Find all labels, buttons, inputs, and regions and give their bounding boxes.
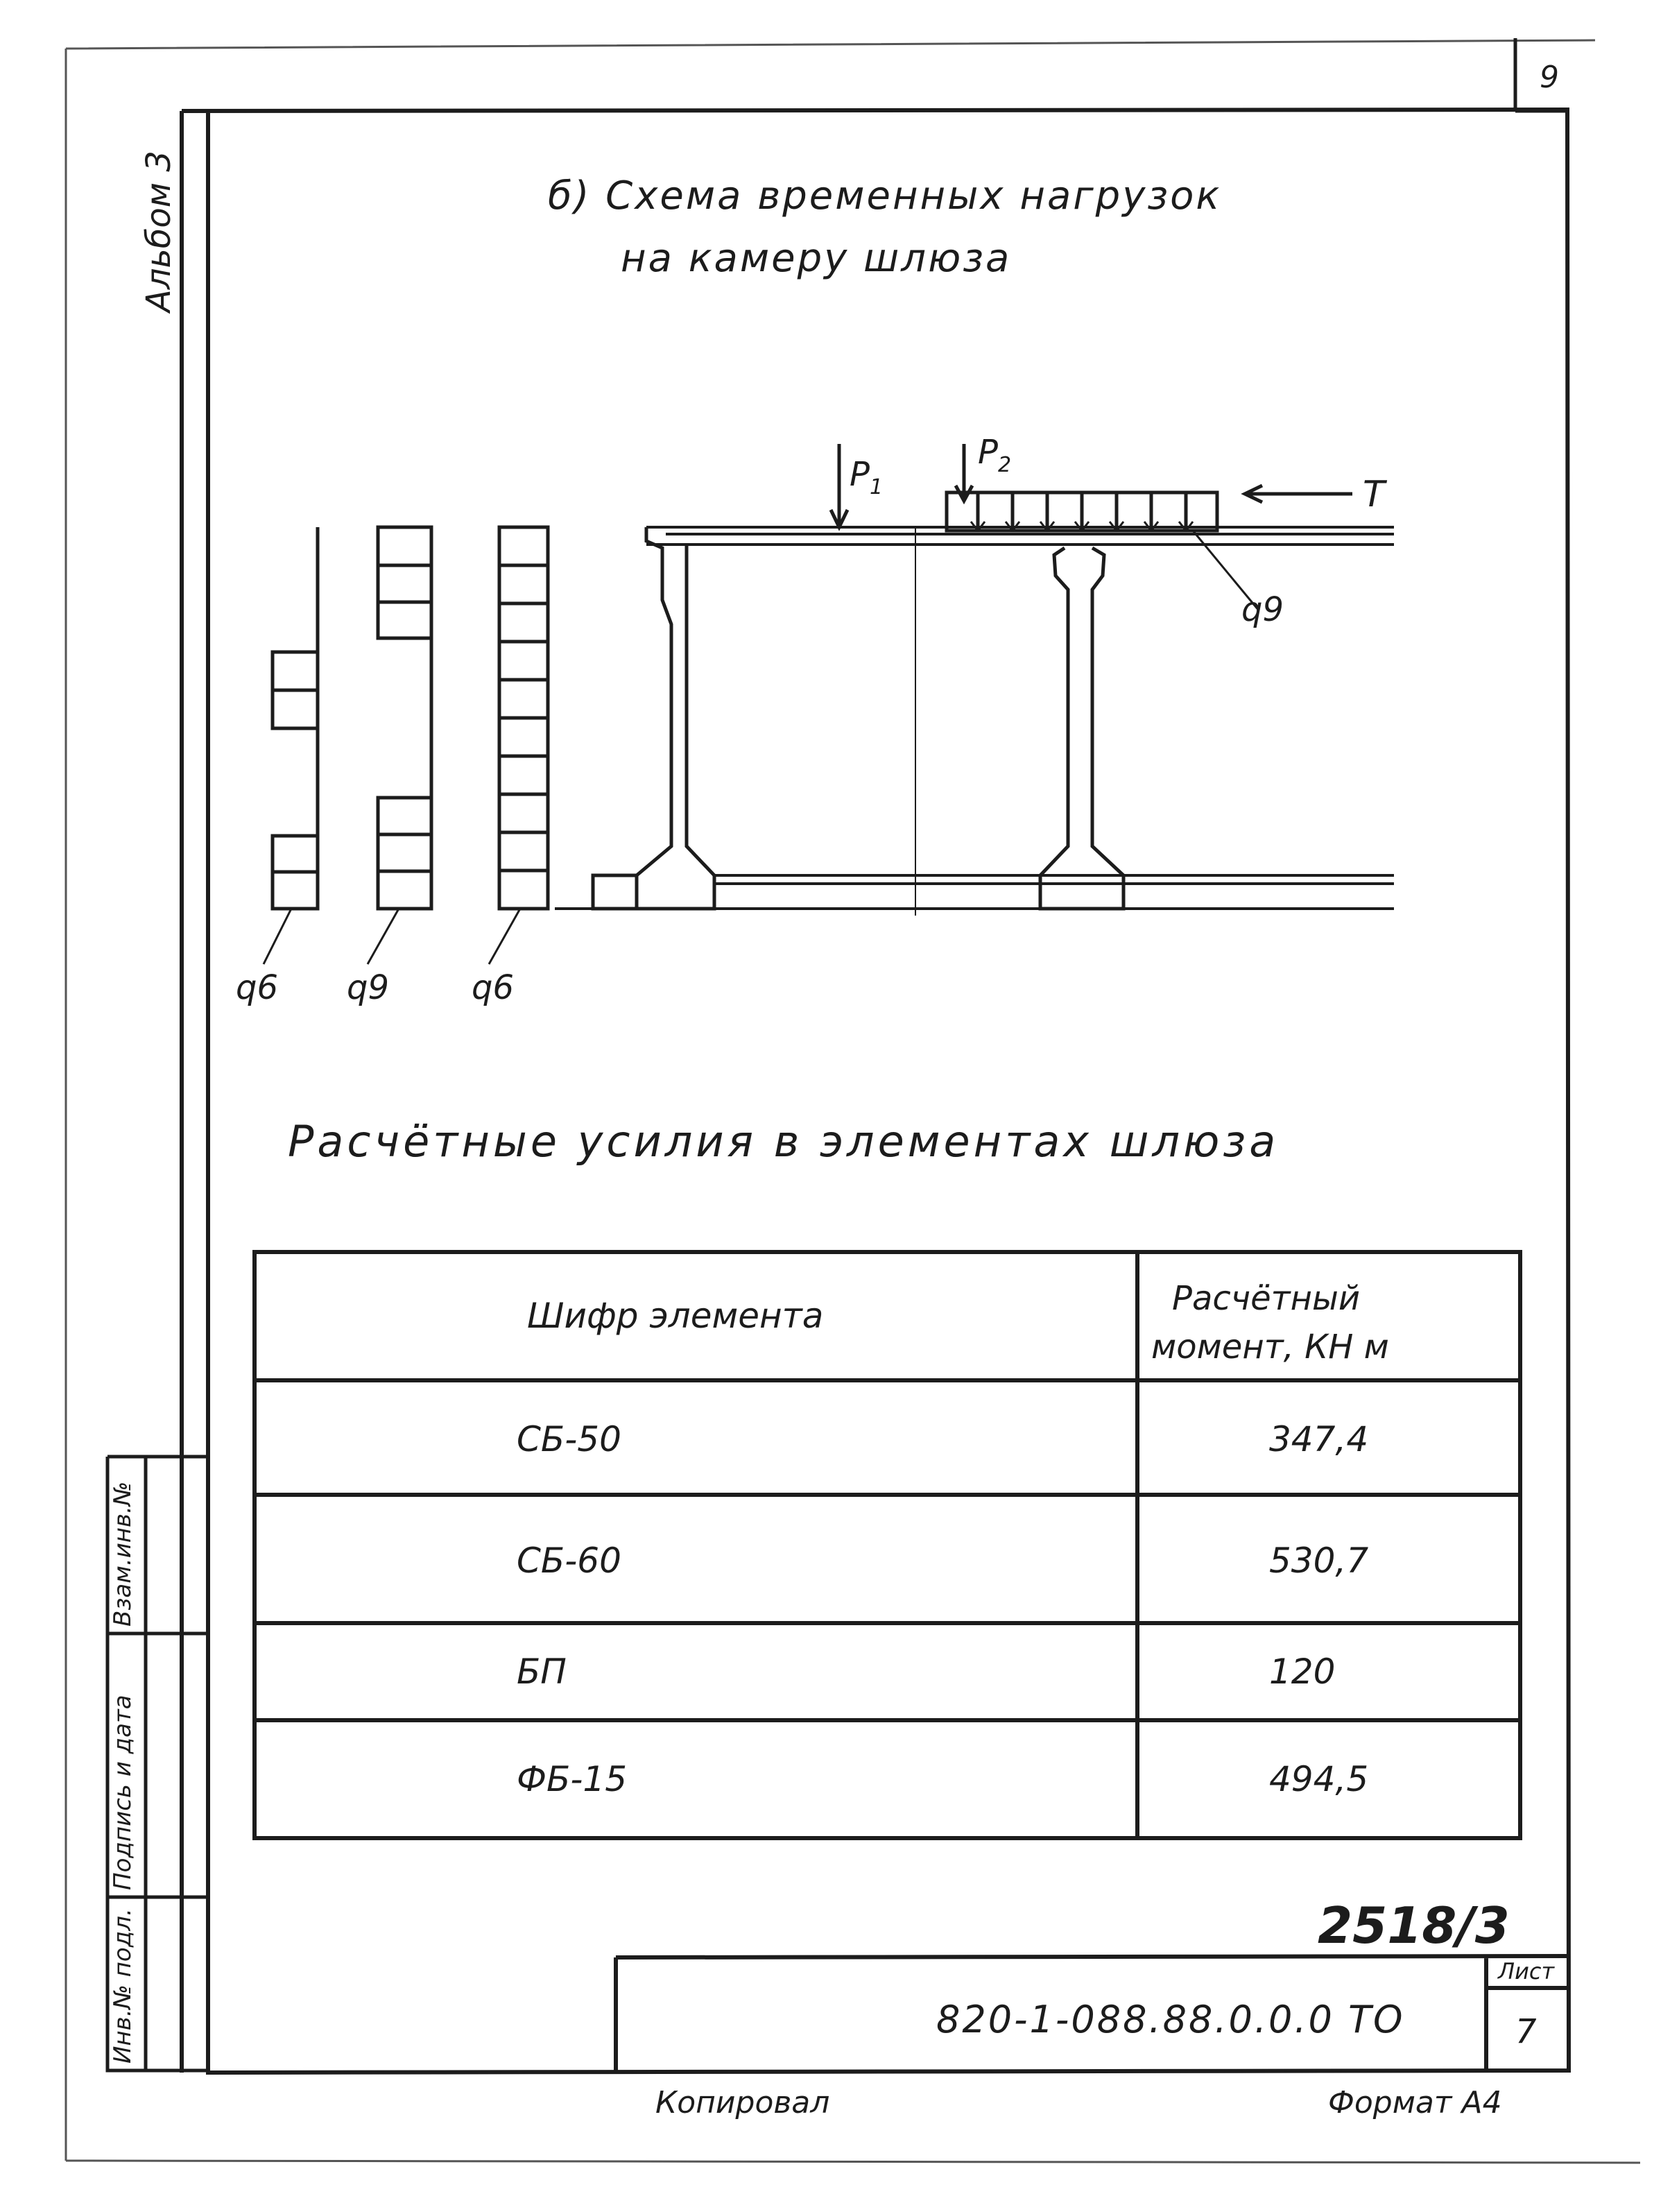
sheet-corner-number: 9 [1540, 60, 1559, 95]
header-moment-line2: момент, КН м [1151, 1328, 1389, 1366]
album-side-label: Альбом 3 [139, 151, 178, 312]
p2-label: $P_2$ [978, 433, 1012, 477]
sheet-number: 7 [1515, 2012, 1537, 2051]
q-block-2b [378, 798, 431, 909]
t-label: T [1363, 474, 1385, 515]
base-slab [555, 875, 1394, 909]
scheme-title-line1: б) Схема временных нагрузок [548, 173, 1222, 218]
sheet-label: Лист [1498, 1958, 1555, 1984]
row-1-moment: 347,4 [1269, 1419, 1369, 1459]
stamp-replacement-inventory: Взам.инв.№ [109, 1481, 137, 1627]
footer-copied: Копировал [655, 2085, 830, 2120]
p1-label: $P_1$ [850, 455, 884, 499]
header-moment-line1: Расчётный [1172, 1279, 1361, 1318]
scheme-title-line2: на камеру шлюза [621, 236, 1012, 281]
q6-left1-label: q6 [236, 968, 279, 1007]
diagram-labels [236, 433, 1388, 1007]
row-4-code: ФБ-15 [517, 1759, 628, 1799]
header-element-code: Шифр элемента [527, 1296, 824, 1336]
stamp-signature-date: Подпись и дата [109, 1695, 137, 1890]
q6-left3-label: q6 [472, 968, 515, 1007]
q-block-2a [378, 527, 431, 638]
footer-format: Формат А4 [1328, 2085, 1502, 2120]
row-4-moment: 494,5 [1269, 1759, 1369, 1799]
left-wall [637, 527, 714, 909]
table-title: Расчётные усилия в элементах шлюза [288, 1116, 1280, 1167]
middle-wall [1040, 548, 1123, 909]
load-scheme [264, 444, 1394, 964]
stamp-original-inventory: Инв.№ подл. [109, 1908, 137, 2064]
row-3-moment: 120 [1269, 1652, 1336, 1692]
row-3-code: БП [517, 1652, 567, 1692]
q9-top-label: q9 [1241, 590, 1284, 629]
row-2-moment: 530,7 [1269, 1541, 1369, 1581]
outer-trim-line [66, 40, 1640, 2163]
document-code: 820-1-088.88.0.0.0 ТО [936, 1998, 1405, 2041]
row-1-code: СБ-50 [517, 1419, 621, 1459]
base-block [593, 875, 637, 909]
q9-left2-label: q9 [347, 968, 390, 1007]
row-2-code: СБ-60 [517, 1541, 621, 1581]
handwritten-number: 2518/3 [1318, 1896, 1510, 1955]
